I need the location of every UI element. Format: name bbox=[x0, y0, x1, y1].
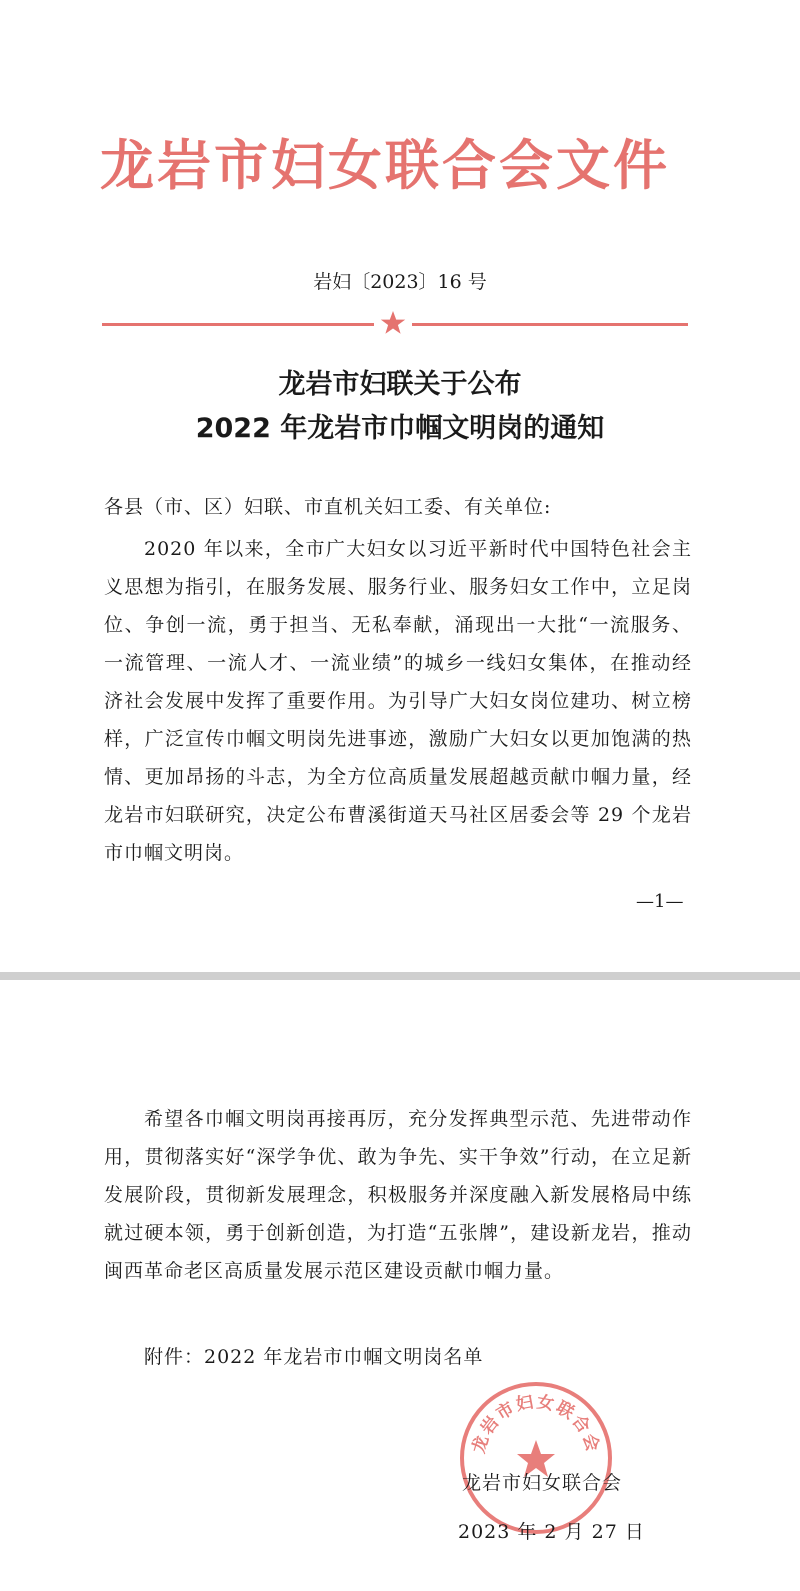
page-number: —1— bbox=[636, 891, 684, 912]
signature-organization: 龙岩市妇女联合会 bbox=[462, 1472, 623, 1494]
masthead: 龙岩市妇女联合会文件 bbox=[100, 134, 670, 197]
star-icon bbox=[379, 309, 407, 337]
red-rule-right bbox=[412, 323, 688, 326]
page-separator bbox=[0, 972, 800, 980]
notice-title-line-1: 龙岩市妇联关于公布 bbox=[278, 369, 522, 400]
seal-text: 龙岩市妇女联合会 bbox=[469, 1392, 603, 1456]
official-seal bbox=[456, 1378, 616, 1538]
red-rule-left bbox=[102, 323, 374, 326]
salutation: 各县（市、区）妇联、市直机关妇工委、有关单位: bbox=[104, 496, 552, 518]
document-number: 岩妇〔2023〕16 号 bbox=[313, 271, 487, 293]
notice-title-line-2: 2022 年龙岩市巾帼文明岗的通知 bbox=[195, 413, 605, 444]
signature-date: 2023 年 2 月 27 日 bbox=[458, 1521, 645, 1543]
attachment-line: 附件：2022 年龙岩市巾帼文明岗名单 bbox=[144, 1346, 484, 1368]
document-page-2 bbox=[0, 980, 800, 1591]
body-paragraph: 2020 年以来，全市广大妇女以习近平新时代中国特色社会主义思想为指引，在服务发展、服务行业、服务妇女工作中，立足岗位、争创一流，勇于担当、无私奉献，涌现出一大批“一流服务、一流管理、一流人才、一流业绩”的城乡一线妇女集体，在推动经济社会发展中发挥了重要作用。为引导广大妇女岗位建功、树立榜样，广泛宣传巾帼文明岗先进事迹，激励广大妇女以更加饱满的热情、更加昂扬的斗志，为全方位高质量发展超越贡献巾帼力量，经龙岩市妇联研究，决定公布曹溪街道天马社区居委会等 29 个龙岩市巾帼文明岗。 bbox=[104, 538, 692, 864]
body-paragraph: 希望各巾帼文明岗再接再厉，充分发挥典型示范、先进带动作用，贯彻落实好“深学争优、敢为争先、实干争效”行动，在立足新发展阶段，贯彻新发展理念，积极服务并深度融入新发展格局中练就过硬本领，勇于创新创造，为打造“五张牌”，建设新龙岩，推动闽西革命老区高质量发展示范区建设贡献巾帼力量。 bbox=[104, 1108, 692, 1282]
